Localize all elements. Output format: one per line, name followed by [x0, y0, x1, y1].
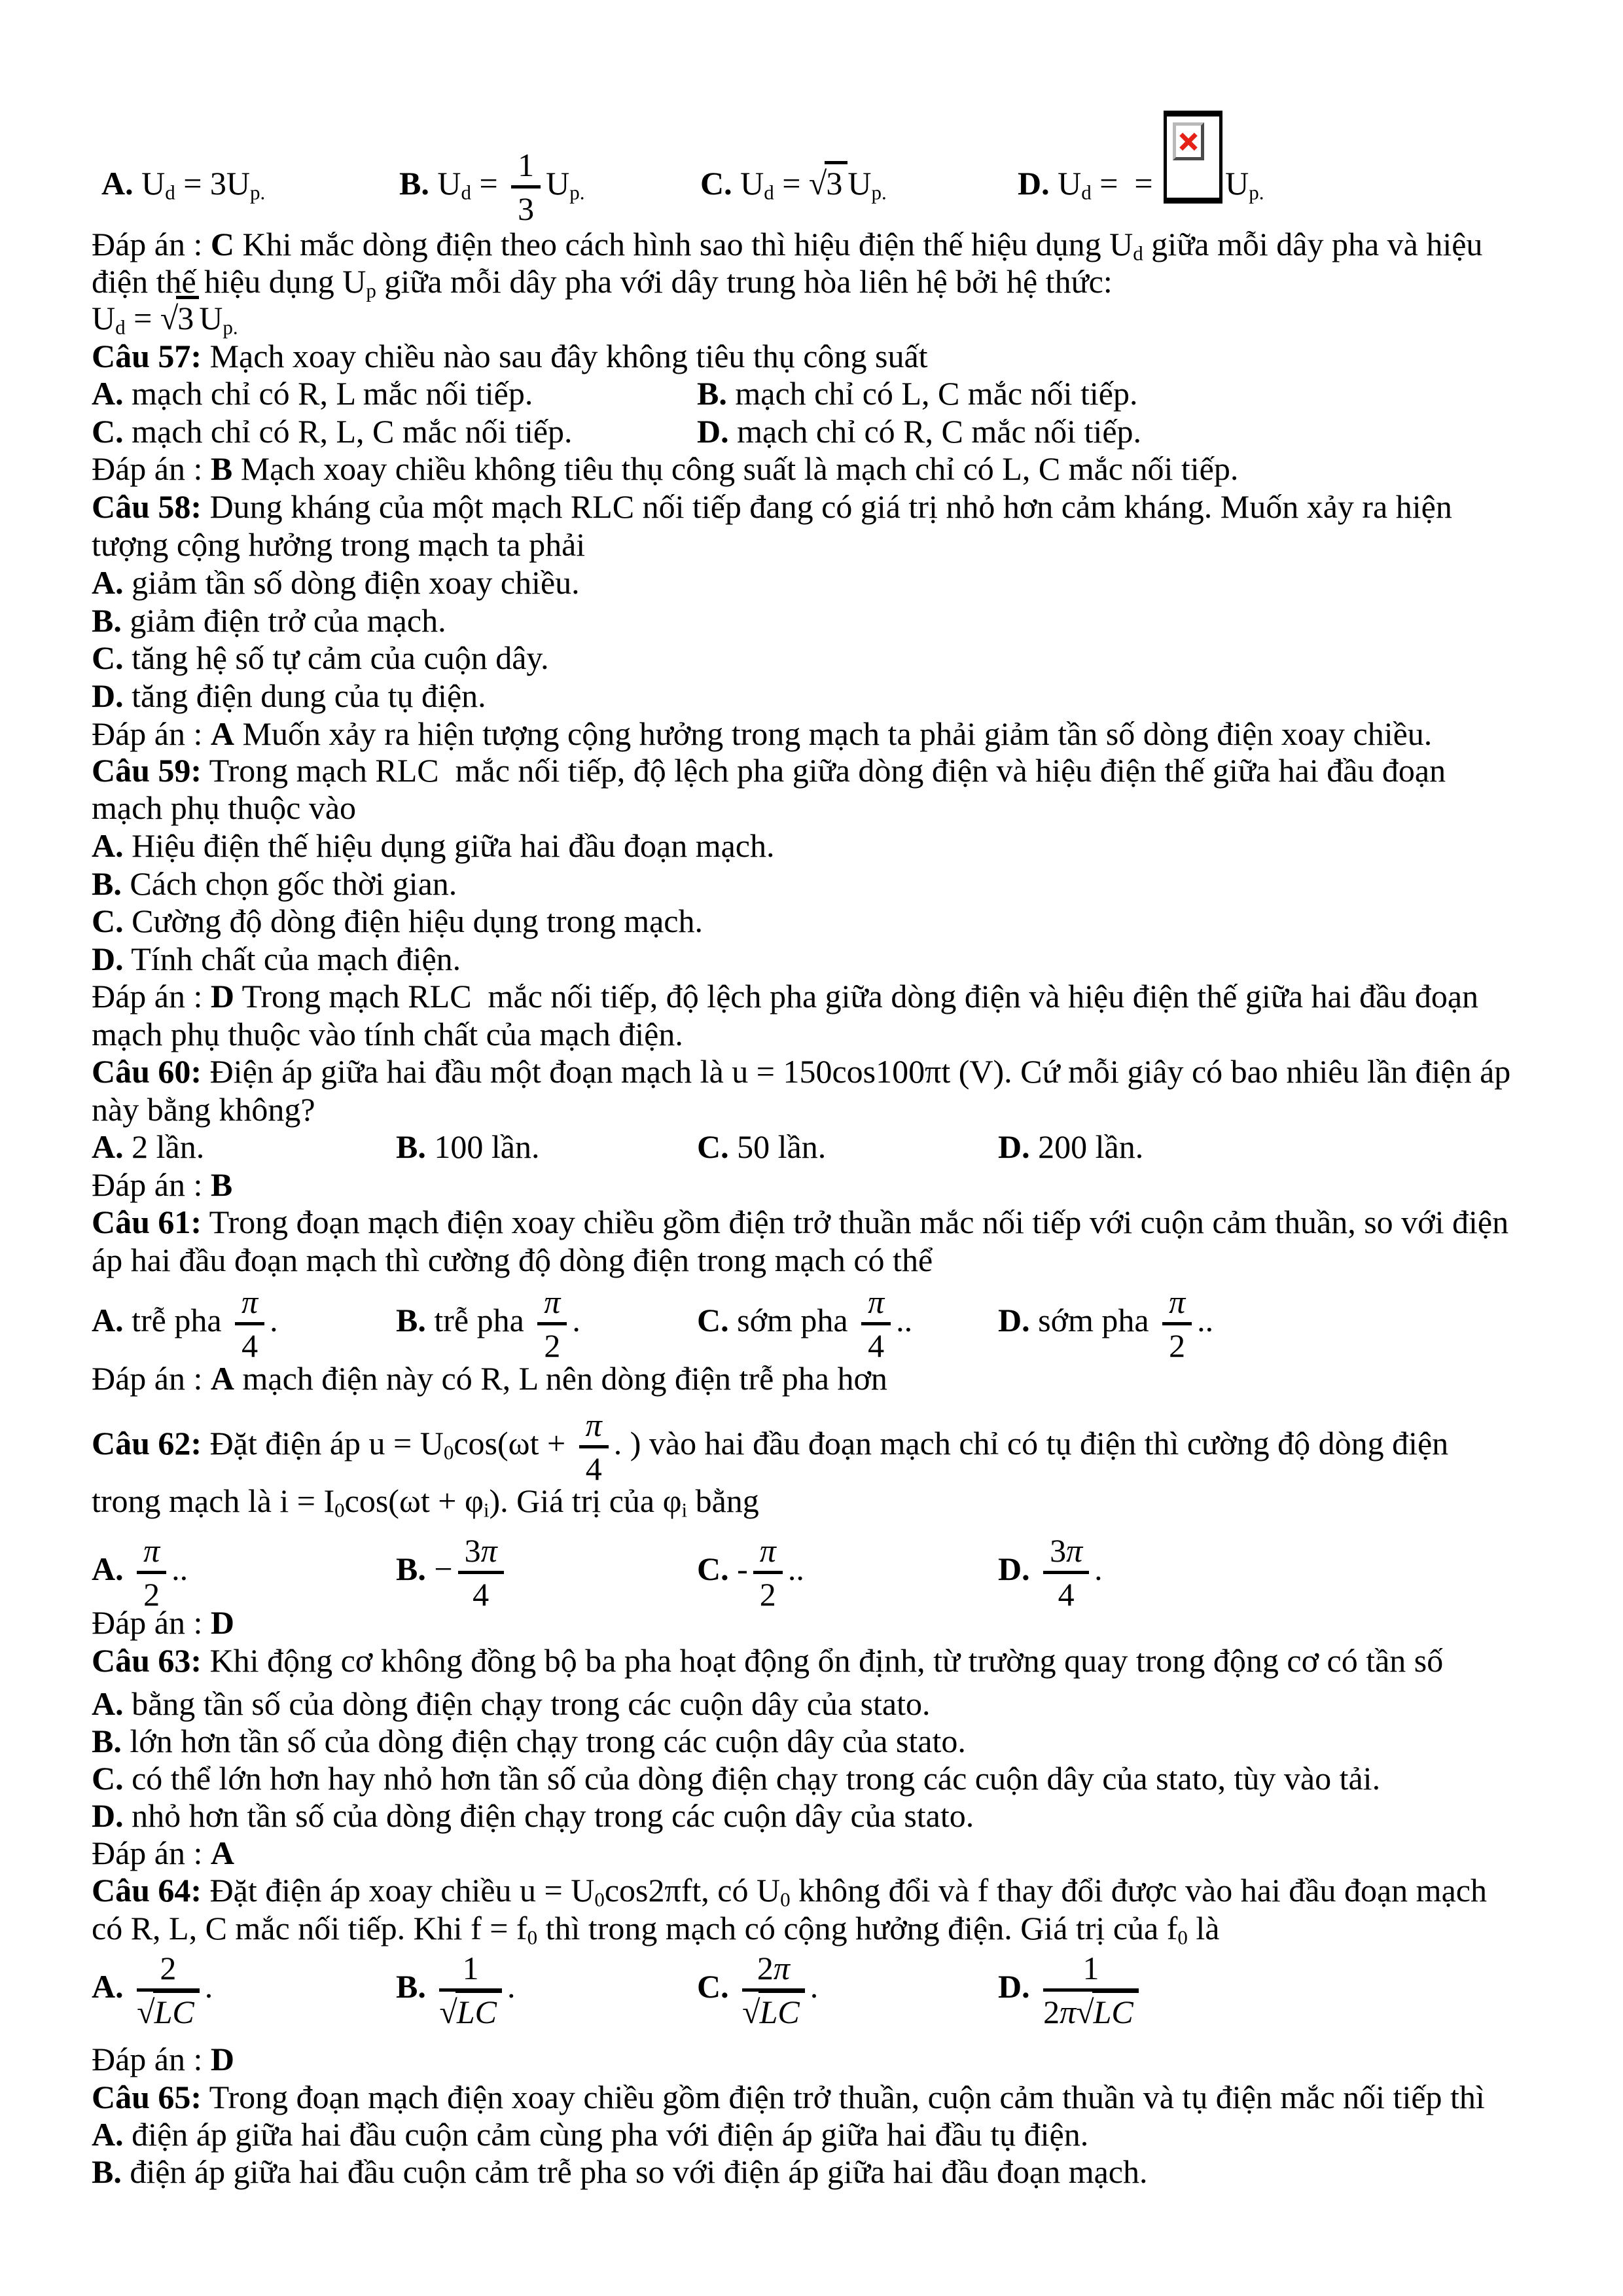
q58-option-d: D. tăng điện dung của tụ điện.: [92, 677, 486, 714]
radical: [1076, 1990, 1139, 2030]
q58-option-b: B. giảm điện trở của mạch.: [92, 602, 446, 639]
q58-option-a: A. giảm tần số dòng điện xoay chiều.: [92, 564, 580, 601]
q61-options-row: [92, 1276, 1538, 1365]
fraction-numerator: π: [861, 1284, 891, 1325]
fraction-denominator: 4: [473, 1576, 490, 1613]
q59-option-a: A. Hiệu điện thế hiệu dụng giữa hai đầu đoạn mạch.: [92, 827, 775, 864]
fraction: [1043, 1950, 1139, 2029]
fraction-denominator: 4: [1058, 1576, 1075, 1613]
fraction-numerator: π: [579, 1407, 609, 1448]
red-x-icon: [1173, 122, 1204, 160]
q57-option-c: C. mạch chỉ có R, L, C mắc nối tiếp.: [92, 413, 573, 450]
answer-60: Đáp án : B: [92, 1166, 233, 1203]
radical-sign: √: [742, 1994, 758, 2030]
fraction: [753, 1533, 783, 1611]
q62-option-a: A. $\frac{\pi}{2}$ ..: [92, 1532, 188, 1613]
q64-option-c: C. $\frac{2\pi}{√LC}$ .: [697, 1950, 819, 2030]
fraction: [742, 1950, 805, 2029]
fraction-denominator: 2: [544, 1327, 561, 1364]
radical-sign: √: [137, 1994, 153, 2030]
q61-option-d: D. sớm pha $\frac{\pi}{2}$ ..: [998, 1283, 1214, 1364]
fraction-numerator: 3π: [1043, 1533, 1089, 1574]
fraction: [137, 1950, 200, 2029]
radical: [742, 1990, 805, 2030]
radical-sign: √: [160, 300, 177, 336]
q61-option-c: C. sớm pha $\frac{\pi}{4}$ ..: [697, 1283, 913, 1364]
missing-image-placeholder: [1164, 111, 1222, 204]
answer-57: Đáp án : B Mạch xoay chiều không tiêu thụ công suất là mạch chỉ có L, C mắc nối tiếp.: [92, 450, 1239, 487]
radical-sign: √: [1076, 1994, 1092, 2030]
fraction-denominator: 4: [585, 1450, 602, 1487]
fraction-numerator: 1: [439, 1950, 502, 1992]
q63-option-d: D. nhỏ hơn tần số của dòng điện chạy trong các cuộn dây của stato.: [92, 1797, 974, 1834]
question-59: Câu 59: Trong mạch RLC mắc nối tiếp, độ lệch pha giữa dòng điện và hiệu điện thế giữa hai đầu đoạn: [92, 752, 1446, 789]
fraction-numerator: π: [235, 1284, 264, 1325]
q56-option-a: A. Ud = 3Up.: [101, 165, 266, 204]
q57-option-b: B. mạch chỉ có L, C mắc nối tiếp.: [697, 375, 1138, 412]
question-58: Câu 58: Dung kháng của một mạch RLC nối tiếp đang có giá trị nhỏ hơn cảm kháng. Muốn xảy ra hiện: [92, 488, 1452, 525]
radical-sign: √: [808, 165, 825, 202]
fraction: [537, 1284, 567, 1363]
q63-option-c: C. có thể lớn hơn hay nhỏ hơn tần số của dòng điện chạy trong các cuộn dây của stato, tùy vào tải.: [92, 1760, 1381, 1797]
question-63: Câu 63: Khi động cơ không đồng bộ ba pha hoạt động ổn định, từ trường quay trong động cơ có tần số: [92, 1642, 1444, 1679]
q60-option-a: A. 2 lần.: [92, 1128, 205, 1165]
question-65: Câu 65: Trong đoạn mạch điện xoay chiều gồm điện trở thuần, cuộn cảm thuần và tụ điện mắc nối tiếp thì: [92, 2079, 1485, 2115]
q61-option-a: A. trễ pha $\frac{\pi}{4}$ .: [92, 1283, 278, 1364]
fraction-denominator: [137, 1992, 200, 2029]
fraction-denominator: [742, 1992, 805, 2029]
answer-64: Đáp án : D: [92, 2041, 234, 2077]
radical-content: 3: [825, 161, 847, 202]
answer-56-line2: điện thế hiệu dụng Up giữa mỗi dây pha với dây trung hòa liên hệ bởi hệ thức:: [92, 263, 1113, 302]
radical: [137, 1990, 200, 2030]
radical-content: 3: [176, 296, 199, 336]
question-62: [92, 1401, 1538, 1486]
fraction-numerator: 1: [511, 147, 541, 188]
answer-56-formula: Ud = √3 Up.: [92, 300, 1538, 346]
fraction-numerator: 2: [137, 1950, 200, 1992]
fraction-numerator: π: [1162, 1284, 1192, 1325]
fraction-numerator: 1: [1043, 1950, 1139, 1992]
question-62-line2: trong mạch là i = I0cos(ωt + φi). Giá trị của φi bằng: [92, 1482, 759, 1522]
q61-option-b: B. trễ pha $\frac{\pi}{2}$ .: [396, 1283, 580, 1364]
q62-option-d: D. $\frac{3\pi}{4}$ .: [998, 1532, 1103, 1613]
fraction: [579, 1407, 609, 1486]
q60-option-b: B. 100 lần.: [396, 1128, 540, 1165]
question-61: Câu 61: Trong đoạn mạch điện xoay chiều gồm điện trở thuần mắc nối tiếp với cuộn cảm thuần, so với điện: [92, 1204, 1509, 1240]
q64-option-d: D. $\frac{1}{2\pi√LC}$: [998, 1934, 1144, 2039]
q63-option-b: B. lớn hơn tần số của dòng điện chạy trong các cuộn dây của stato.: [92, 1723, 966, 1759]
fraction: [1043, 1533, 1089, 1611]
radical: [439, 1990, 502, 2030]
question-57: Câu 57: Mạch xoay chiều nào sau đây không tiêu thụ công suất: [92, 338, 928, 374]
question-64-line2: có R, L, C mắc nối tiếp. Khi f = f0 thì trong mạch có cộng hưởng điện. Giá trị của f0 là: [92, 1910, 1220, 1949]
radical: [160, 296, 199, 336]
fraction-denominator: 2: [759, 1576, 776, 1613]
fraction-denominator: 3: [518, 190, 535, 227]
radical-content: LC: [758, 1990, 805, 2030]
q59-option-b: B. Cách chọn gốc thời gian.: [92, 865, 457, 902]
q57-options-row-2: [92, 413, 1538, 450]
q62-option-b: B. − $\frac{3\pi}{4}$: [396, 1525, 509, 1613]
fraction: [137, 1533, 166, 1611]
fraction: [235, 1284, 264, 1363]
question-58-line2: tượng cộng hưởng trong mạch ta phải: [92, 526, 586, 563]
fraction: [458, 1533, 504, 1611]
q62-options-row: [92, 1525, 1538, 1613]
q65-option-b: B. điện áp giữa hai đầu cuộn cảm trễ pha so với điện áp giữa hai đầu đoạn mạch.: [92, 2153, 1148, 2190]
answer-59-line2: mạch phụ thuộc vào tính chất của mạch điện.: [92, 1016, 683, 1052]
fraction-numerator: π: [137, 1533, 166, 1574]
q60-option-d: D. 200 lần.: [998, 1128, 1144, 1165]
fraction: [1162, 1284, 1192, 1363]
q64-options-row: [92, 1934, 1538, 2039]
q62-option-c: C. - $\frac{\pi}{2}$ ..: [697, 1532, 804, 1613]
fraction: [861, 1284, 891, 1363]
radical-content: LC: [1092, 1990, 1139, 2030]
q59-option-c: C. Cường độ dòng điện hiệu dụng trong mạch.: [92, 903, 703, 939]
answer-63: Đáp án : A: [92, 1835, 234, 1871]
fraction-numerator: 2π: [742, 1950, 805, 1992]
q56-option-d: D. Ud = = Up.: [1018, 110, 1264, 266]
answer-62: Đáp án : D: [92, 1604, 234, 1641]
fraction-denominator: 2: [143, 1576, 160, 1613]
answer-59: Đáp án : D Trong mạch RLC mắc nối tiếp, độ lệch pha giữa dòng điện và hiệu điện thế giữa hai đầu đoạn: [92, 978, 1479, 1014]
answer-58: Đáp án : A Muốn xảy ra hiện tượng cộng hưởng trong mạch ta phải giảm tần số dòng điện xoay chiều.: [92, 715, 1433, 752]
radical-content: LC: [455, 1990, 502, 2030]
q56-option-b: B. Ud = $\frac{1}{3}$ Up.: [399, 147, 585, 227]
fraction: [439, 1950, 502, 2029]
answer-61: Đáp án : A mạch điện này có R, L nên dòng điện trễ pha hơn: [92, 1360, 887, 1397]
q58-option-c: C. tăng hệ số tự cảm của cuộn dây.: [92, 639, 549, 676]
q63-option-a: A. bằng tần số của dòng điện chạy trong các cuộn dây của stato.: [92, 1685, 931, 1722]
fraction: [511, 147, 541, 226]
q57-option-d: D. mạch chỉ có R, C mắc nối tiếp.: [697, 413, 1142, 450]
radical-sign: √: [439, 1994, 455, 2030]
fraction-numerator: 3π: [458, 1533, 504, 1574]
question-60-line2: này bằng không?: [92, 1091, 315, 1128]
fraction-denominator: 2π√LC: [1043, 1992, 1139, 2029]
fraction-denominator: [439, 1992, 502, 2029]
fraction-denominator: 4: [241, 1327, 259, 1364]
fraction-numerator: π: [753, 1533, 783, 1574]
q57-options-row-1: [92, 375, 1538, 412]
answer-56: Đáp án : C Khi mắc dòng điện theo cách hình sao thì hiệu điện thế hiệu dụng Ud giữa mỗi dây pha và hiệu: [92, 226, 1483, 265]
question-59-line2: mạch phụ thuộc vào: [92, 789, 357, 826]
radical: [809, 161, 847, 202]
question-61-line2: áp hai đầu đoạn mạch thì cường độ dòng điện trong mạch có thể: [92, 1242, 933, 1278]
question-64: Câu 64: Đặt điện áp xoay chiều u = U0cos2πft, có U0 không đổi và f thay đổi được vào hai đầu đoạn mạch: [92, 1872, 1487, 1911]
fraction-denominator: 2: [1169, 1327, 1186, 1364]
q65-option-a: A. điện áp giữa hai đầu cuộn cảm cùng pha với điện áp giữa hai đầu tụ điện.: [92, 2116, 1089, 2153]
q56-option-c: C. Ud = √3 Up.: [700, 110, 887, 266]
question-60: Câu 60: Điện áp giữa hai đầu một đoạn mạch là u = 150cos100πt (V). Cứ mỗi giây có bao nhiêu lần điện áp: [92, 1053, 1511, 1090]
question-62-text: Câu 62: Đặt điện áp u = U0cos(ωt + $\frac{\pi}{4}$ . ) vào hai đầu đoạn mạch chỉ có tụ điện thì cường độ dòng điện: [92, 1407, 1449, 1487]
q59-option-d: D. Tính chất của mạch điện.: [92, 941, 461, 977]
q64-option-a: A. $\frac{2}{√LC}$ .: [92, 1950, 213, 2030]
q57-option-a: A. mạch chỉ có R, L mắc nối tiếp.: [92, 375, 533, 412]
q60-options-row: [92, 1128, 1538, 1166]
document-content: [92, 0, 1538, 2296]
fraction-numerator: π: [537, 1284, 567, 1325]
radical-content: LC: [153, 1990, 200, 2030]
fraction-denominator: 4: [868, 1327, 885, 1364]
q64-option-b: B. $\frac{1}{√LC}$ .: [396, 1950, 516, 2030]
q60-option-c: C. 50 lần.: [697, 1128, 827, 1165]
